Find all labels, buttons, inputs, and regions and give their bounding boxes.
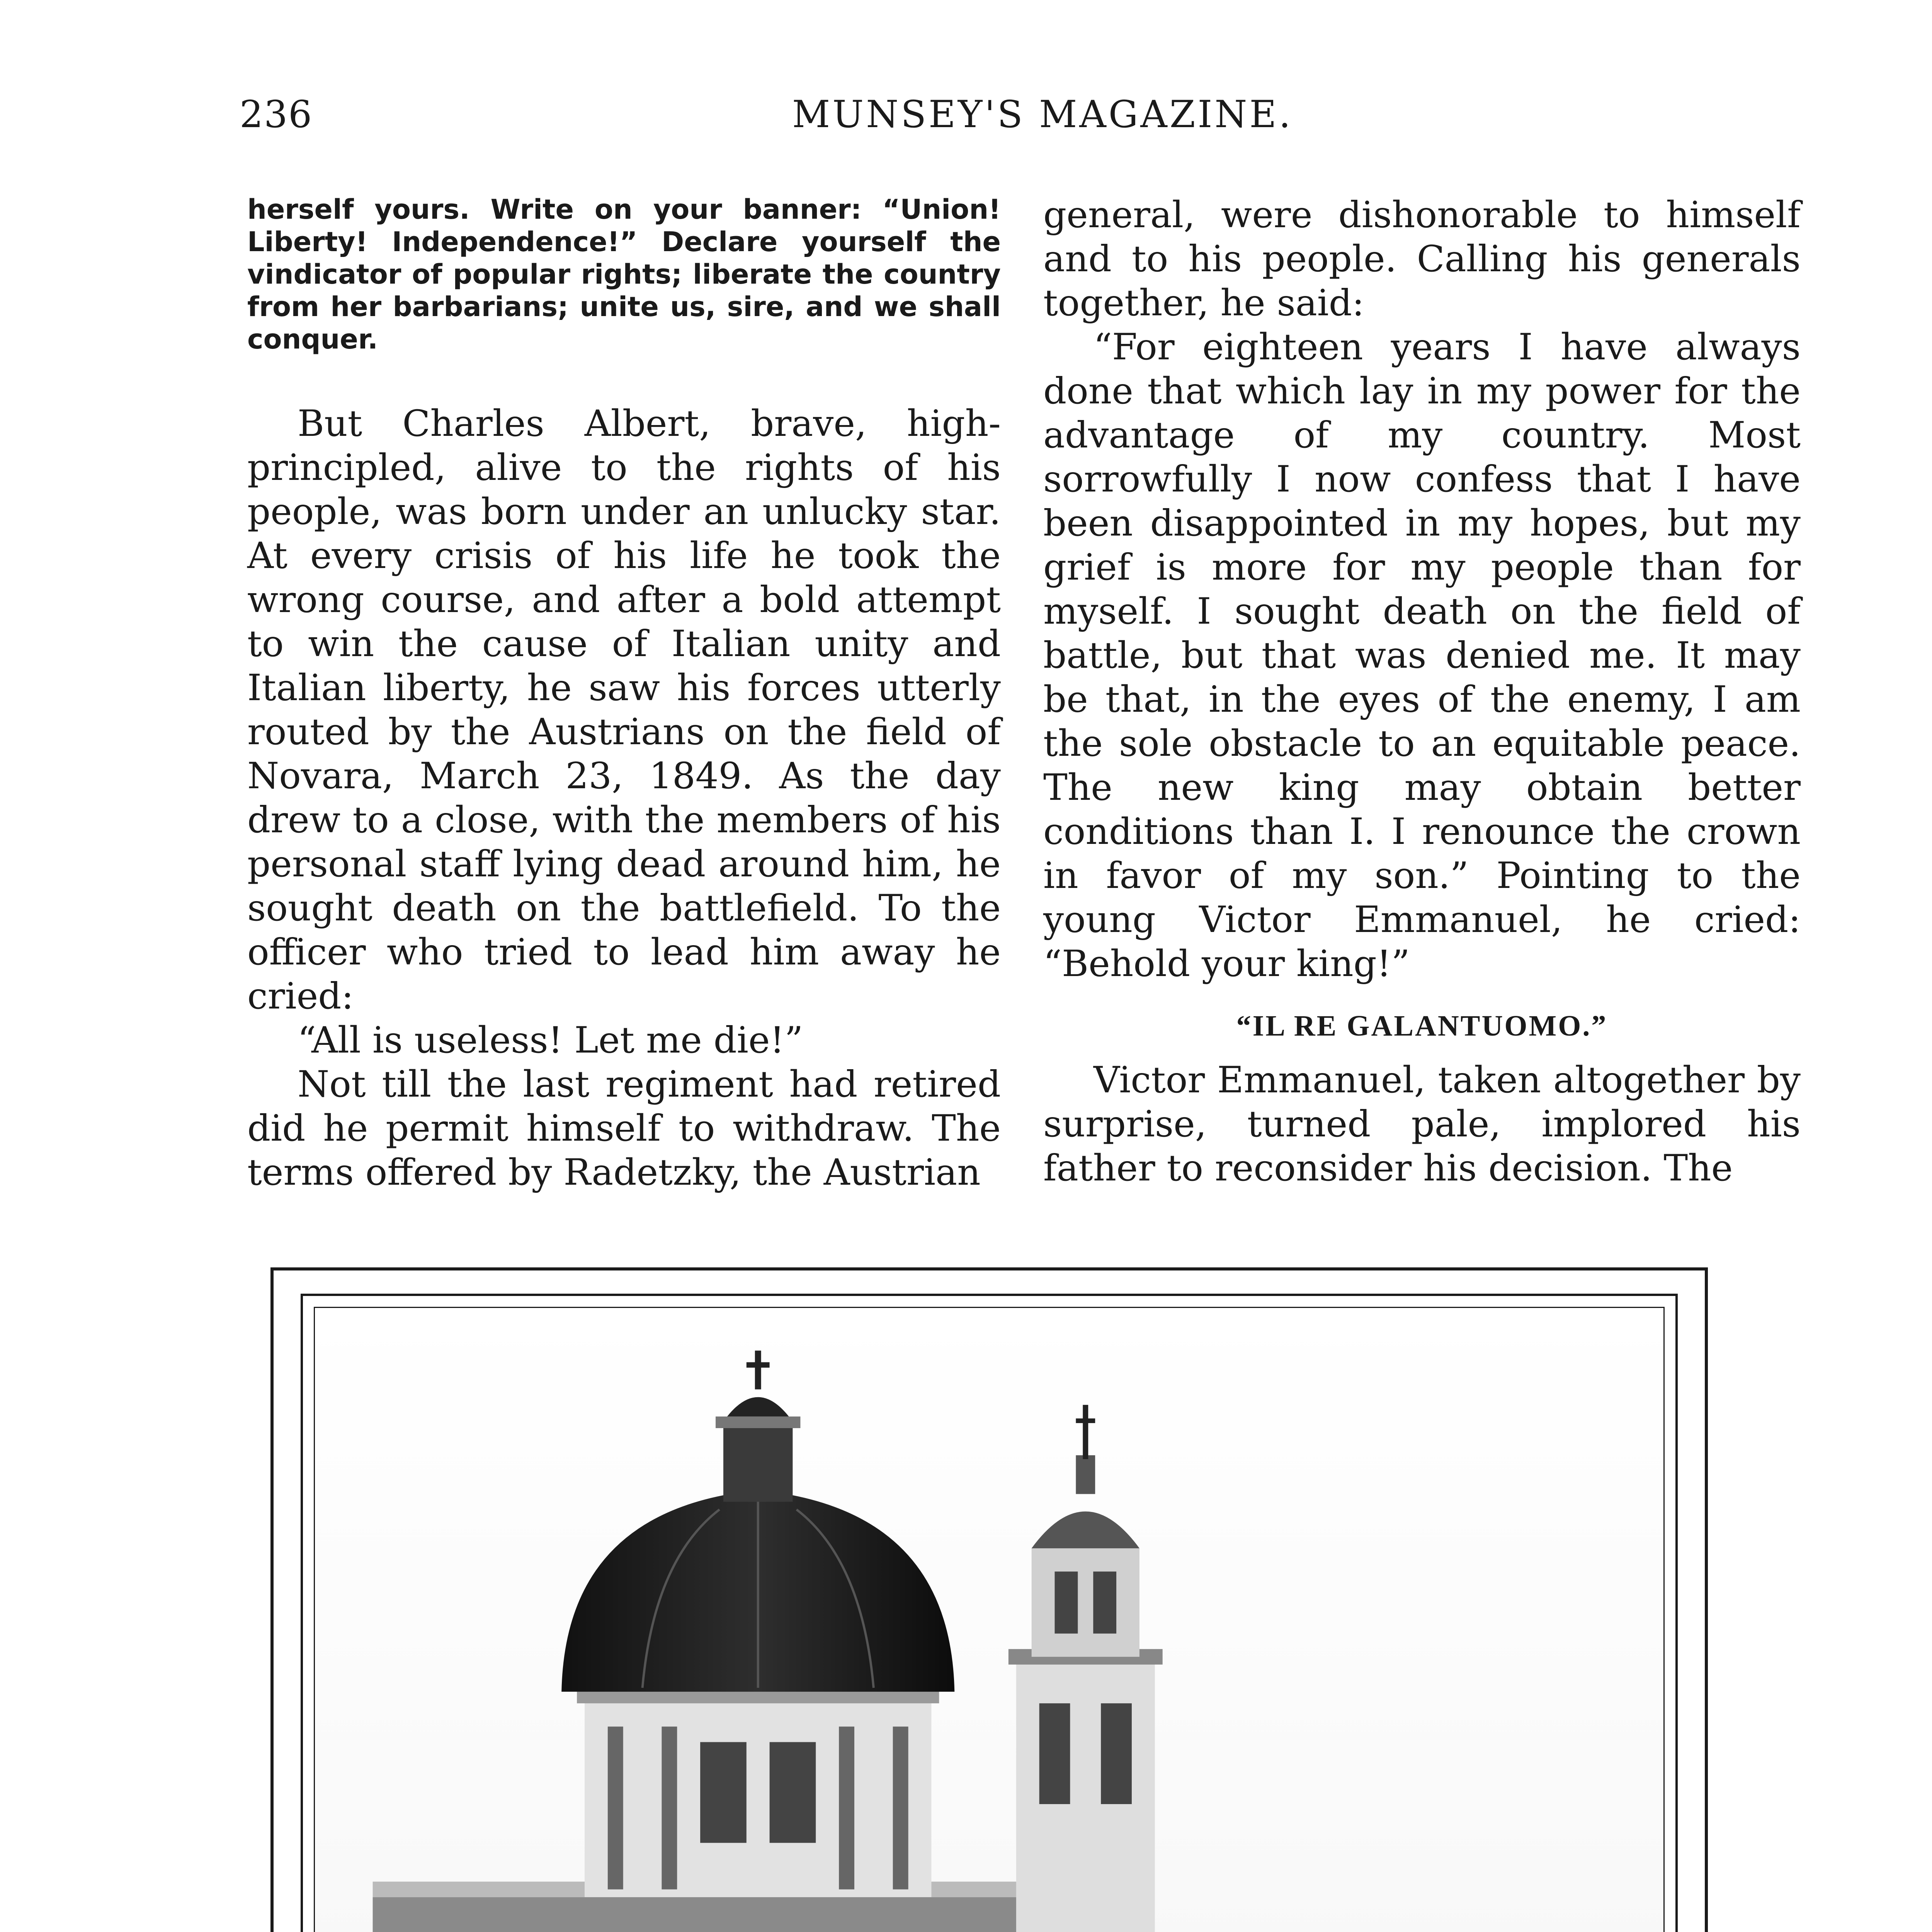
section-subheading: “IL RE GALANTUOMO.” [1236, 1010, 1608, 1042]
superga-photograph [314, 1307, 1665, 1932]
left-column [247, 193, 1001, 1195]
running-title: MUNSEY'S MAGAZINE. [792, 93, 1293, 136]
paragraph-last-regiment: Not till the last regiment had retired did he permit himself to withdraw. The terms offered by Radetzky, the Austrian [247, 1063, 1001, 1194]
right-column [1043, 193, 1801, 1190]
page-number: 236 [240, 93, 313, 136]
paragraph-charles-albert: But Charles Albert, brave, high-principled, alive to the rights of his people, was born under an unlucky star. At every crisis of his life he took the wrong course, and after a bold attempt to win the cause of Italian unity and Italian liberty, he saw his forces utterly routed by the Austrians on the field of Novara, March 23, 1849. As the day drew to a close, with the members of his personal staff lying dead around him, he sought death on the battlefield. To the officer who tried to lead him away he cried: [247, 403, 1001, 1017]
page-header [0, 93, 1932, 151]
photo-frame [270, 1267, 1708, 1932]
paragraph-abdication-speech: “For eighteen years I have always done that which lay in my power for the advantage of my country. Most sorrowfully I now confess that I have been disappointed in my hopes, but my grief is more for my people than for myself. I sought death on the field of battle, but that was denied me. It may be that, in the eyes of the enemy, I am the sole obstacle to an equitable peace. The new king may obtain better conditions than I. I renounce the crown in favor of my son.” Pointing to the young Victor Emmanuel, he cried: “Behold your king!” [1043, 326, 1801, 985]
photo-border [301, 1294, 1678, 1932]
basilica-illustration [315, 1308, 1663, 1932]
quoted-appeal: herself yours. Write on your banner: “Union! Liberty! Independence!” Declare yourself the vindicator of popular rights; liberate the country from her barbarians; unite us, sire, and we shall conquer. [247, 194, 1001, 355]
paragraph-victor-emmanuel: Victor Emmanuel, taken altogether by surprise, turned pale, implored his father to reconsider his decision. The [1043, 1059, 1801, 1189]
paragraph-let-me-die: “All is useless! Let me die!” [298, 1019, 803, 1061]
paragraph-general: general, were dishonorable to himself and to his people. Calling his generals together, he said: [1043, 194, 1801, 324]
